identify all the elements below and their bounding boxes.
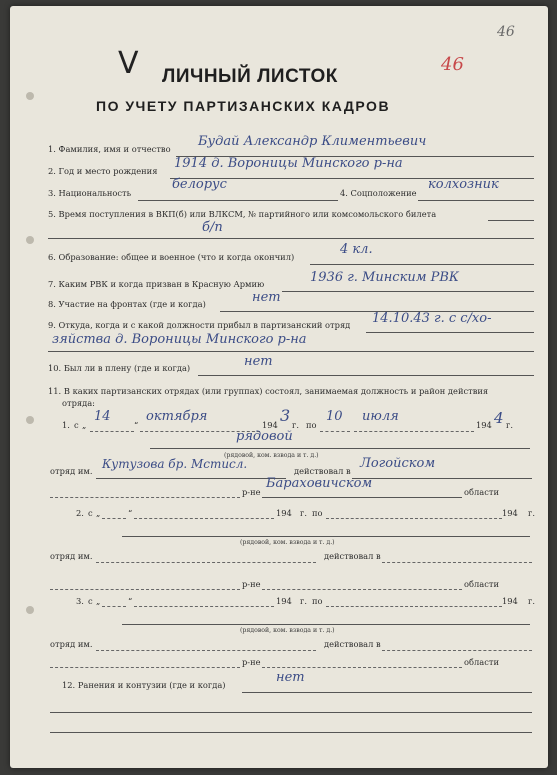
field-9-value-line2: зяйства д. Вороницы Минского р-на [52, 332, 307, 347]
field-11-label: 11. В каких партизанских отрядах (или группах) состоял, занимаемая должность и район действия [48, 386, 489, 396]
field-11-label-cont: отряда: [62, 398, 95, 408]
field-3-value: белорус [172, 177, 227, 192]
field-5-value: б/п [202, 220, 223, 235]
punch-hole [26, 416, 34, 424]
detachment-1-number: 1. [62, 420, 70, 430]
detachment-1-to-day: 10 [326, 409, 343, 424]
checkmark: V [118, 46, 139, 81]
field-5-label: 5. Время поступления в ВКП(б) или ВЛКСМ, № партийного или комсомольского билета [48, 209, 437, 219]
field-6-label: 6. Образование: общее и военное (что и когда окончил) [48, 252, 295, 262]
field-8-label: 8. Участие на фронтах (где и когда) [48, 299, 206, 309]
punch-hole [26, 92, 34, 100]
detachment-1-to-year: 4 [494, 409, 504, 427]
rank-hint-1: (рядовой, ком. взвода и т. д.) [224, 452, 319, 459]
field-4-value: колхозник [428, 177, 499, 192]
detachment-1-to-month: июля [362, 409, 399, 424]
field-4-label: 4. Соцположение [340, 188, 417, 198]
field-3-label: 3. Национальность [48, 188, 132, 198]
detachment-3-otryad-label: отряд им. [50, 639, 93, 649]
field-2-value: 1914 д. Вороницы Минского р-на [174, 156, 403, 171]
form-title: ЛИЧНЫЙ ЛИСТОК [162, 66, 338, 87]
detachment-1-from-year: 3 [280, 406, 291, 425]
detachment-1-otryad-label: отряд им. [50, 466, 93, 476]
detachment-1-from-month: октября [146, 409, 208, 424]
red-archive-number: 46 [441, 54, 464, 75]
field-1-label: 1. Фамилия, имя и отчество [48, 144, 171, 154]
detachment-1-acted: Логойском [360, 456, 436, 471]
detachment-1-otryad: Кутузова бр. Мстисл. [102, 457, 248, 471]
field-10-label: 10. Был ли в плену (где и когда) [48, 363, 191, 373]
detachment-3-number: 3. [76, 596, 84, 606]
detachment-2-otryad-label: отряд им. [50, 551, 93, 561]
field-7-label: 7. Каким РВК и когда призван в Красную Армию [48, 279, 265, 289]
form-subtitle: ПО УЧЕТУ ПАРТИЗАНСКИХ КАДРОВ [96, 98, 391, 114]
field-9-label: 9. Откуда, когда и с какой должности прибыл в партизанский отряд [48, 320, 351, 330]
punch-hole [26, 236, 34, 244]
punch-hole [26, 606, 34, 614]
pencil-page-number: 46 [497, 24, 515, 40]
field-1-value: Будай Александр Климентьевич [198, 134, 427, 149]
field-8-value: нет [252, 290, 281, 305]
field-7-value: 1936 г. Минским РВК [310, 270, 459, 285]
field-12-label: 12. Ранения и контузии (где и когда) [62, 680, 226, 690]
field-6-value: 4 кл. [340, 242, 373, 257]
rank-hint-3: (рядовой, ком. взвода и т. д.) [240, 627, 335, 634]
rank-hint-2: (рядовой, ком. взвода и т. д.) [240, 539, 335, 546]
detachment-1-from-day: 14 [94, 409, 111, 424]
field-2-label: 2. Год и место рождения [48, 166, 158, 176]
field-12-value: нет [276, 670, 305, 685]
document-page: 46 46 V ЛИЧНЫЙ ЛИСТОК ПО УЧЕТУ ПАРТИЗАНСКИХ КАДРОВ 1. Фамилия, имя и отчество Будай Александр Климентьевич 2. Год и место рождения 1914 д. Вороницы Минского р-на 3. Национальность белорус 4. Соцположение колхозник 5. Время поступления в ВКП(б) или ВЛКСМ, № партийного или комсомольского билета б/п 6. Образование: общее и военное (что и когда окончил) 4 кл. 7. Каким РВК и когда призван в Красную Армию 1936 г. Минским РВК 8. Участие на фронтах (где и когда) нет 9. Откуда, когда и с какой должности прибыл в партизанский отряд 14.10.43 г. с с/хо- зяйства д. Вороницы Минского р-на 10. Был ли в плену (где и когда) нет 11. В каких партизанских отрядах (или группах) состоял, занимаемая должность и район действия отряда: 1. с „ 14 “ октября 194 3 г. по 10 июля 194 4 г. рядовой (рядовой, ком. взвода и т. д.) отряд им. Кутузова бр. Мстисл. действовал в Логойском р-не Бараховичском области 2. с „ “ 194 г. по 194 г. (рядовой, ком. взвода и т. д.) отряд им. действовал в р-не области 3. с „ “ 194 г. по 194 г. (рядовой, ком. взвода и т. д.) отряд им. действовал в р-не области 12. Ранения и контузии (где и когда) нет [10, 6, 548, 768]
field-9-value-line1: 14.10.43 г. с с/хо- [372, 311, 492, 326]
field-10-value: нет [244, 354, 273, 369]
detachment-1-rne: Бараховичском [266, 476, 373, 491]
detachment-2-number: 2. [76, 508, 84, 518]
detachment-1-rank: рядовой [236, 429, 293, 444]
